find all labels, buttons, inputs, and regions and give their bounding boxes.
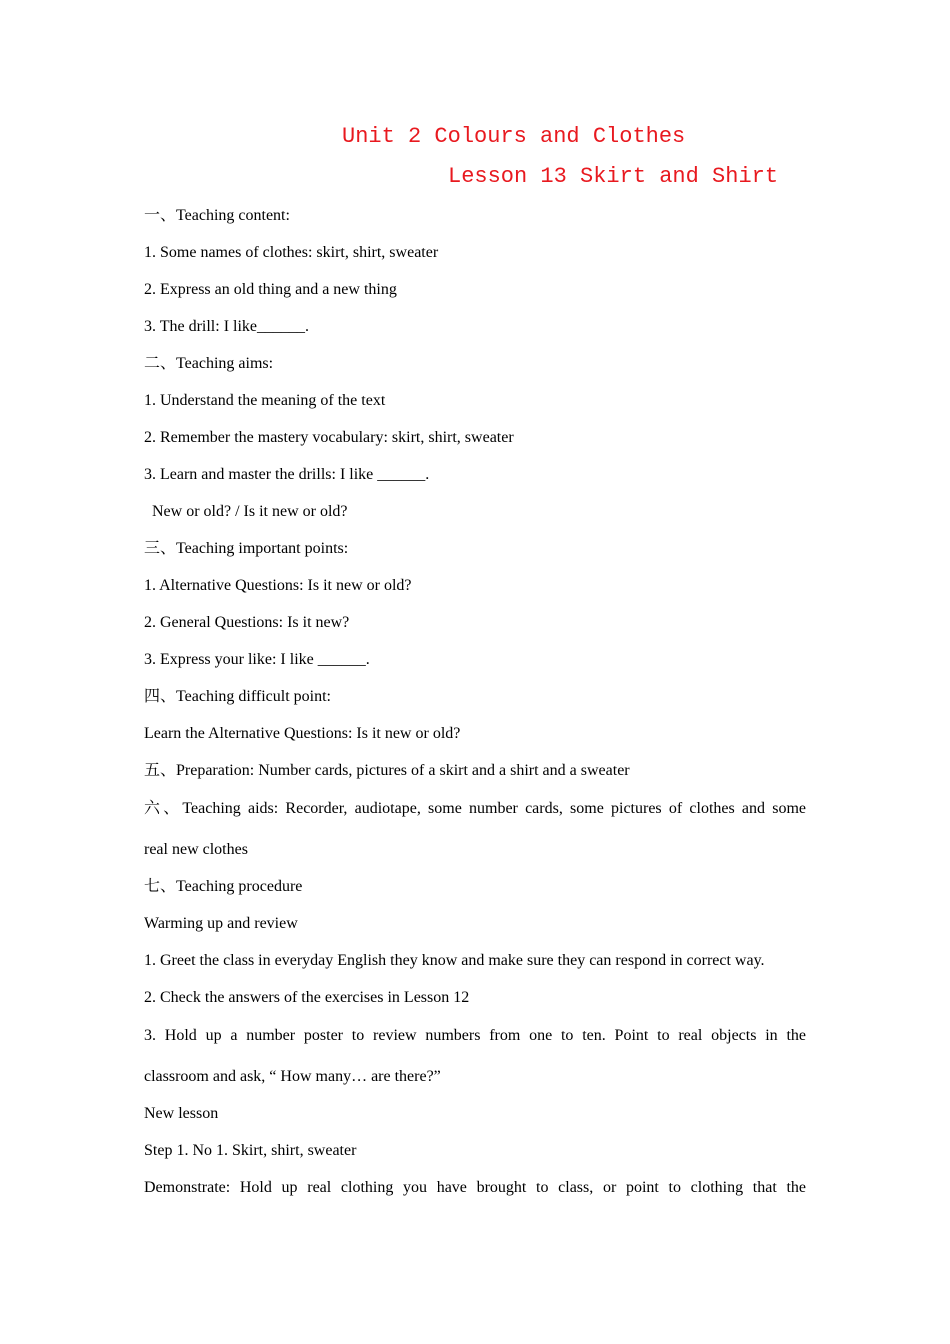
- document-title: Unit 2 Colours and Clothes: [342, 124, 686, 149]
- list-item: 2. Remember the mastery vocabulary: skirt, shirt, sweater: [144, 429, 514, 446]
- list-item: 1. Alternative Questions: Is it new or old?: [144, 577, 412, 594]
- list-item: 2. Express an old thing and a new thing: [144, 281, 397, 298]
- section-heading-aims: 二、Teaching aims:: [144, 355, 274, 372]
- section-heading-procedure: 七、Teaching procedure: [144, 878, 303, 895]
- section-heading-difficult-point: 四、Teaching difficult point:: [144, 688, 331, 705]
- paragraph-line: real new clothes: [144, 841, 248, 858]
- list-item: 3. The drill: I like______.: [144, 318, 310, 335]
- list-item: 3. Express your like: I like ______.: [144, 651, 370, 668]
- list-item: 1. Greet the class in everyday English they know and make sure they can respond in correct way.: [144, 952, 765, 969]
- list-item-continuation: New or old? / Is it new or old?: [144, 503, 348, 520]
- lesson-title: Lesson 13 Skirt and Shirt: [448, 164, 779, 189]
- list-item: 3. Learn and master the drills: I like ______.: [144, 466, 430, 483]
- section-heading-preparation: 五、Preparation: Number cards, pictures of a skirt and a shirt and a sweater: [144, 762, 630, 779]
- subheading-new-lesson: New lesson: [144, 1105, 219, 1122]
- list-item: 1. Understand the meaning of the text: [144, 392, 386, 409]
- section-heading-important-points: 三、Teaching important points:: [144, 540, 349, 557]
- list-item: 2. Check the answers of the exercises in Lesson 12: [144, 989, 470, 1006]
- paragraph-line: Learn the Alternative Questions: Is it new or old?: [144, 725, 461, 742]
- subheading-warming-up: Warming up and review: [144, 915, 298, 932]
- step-heading: Step 1. No 1. Skirt, shirt, sweater: [144, 1142, 357, 1159]
- list-item: 3. Hold up a number poster to review numbers from one to ten. Point to real objects in the: [144, 1027, 806, 1044]
- list-item: 2. General Questions: Is it new?: [144, 614, 350, 631]
- paragraph-line: Demonstrate: Hold up real clothing you have brought to class, or point to clothing that the: [144, 1179, 806, 1196]
- section-heading-content: 一、Teaching content:: [144, 207, 290, 224]
- section-heading-teaching-aids: 六、Teaching aids: Recorder, audiotape, some number cards, some pictures of clothes and some: [144, 800, 806, 817]
- list-item: 1. Some names of clothes: skirt, shirt, sweater: [144, 244, 439, 261]
- paragraph-line: classroom and ask, “ How many… are there?”: [144, 1068, 441, 1085]
